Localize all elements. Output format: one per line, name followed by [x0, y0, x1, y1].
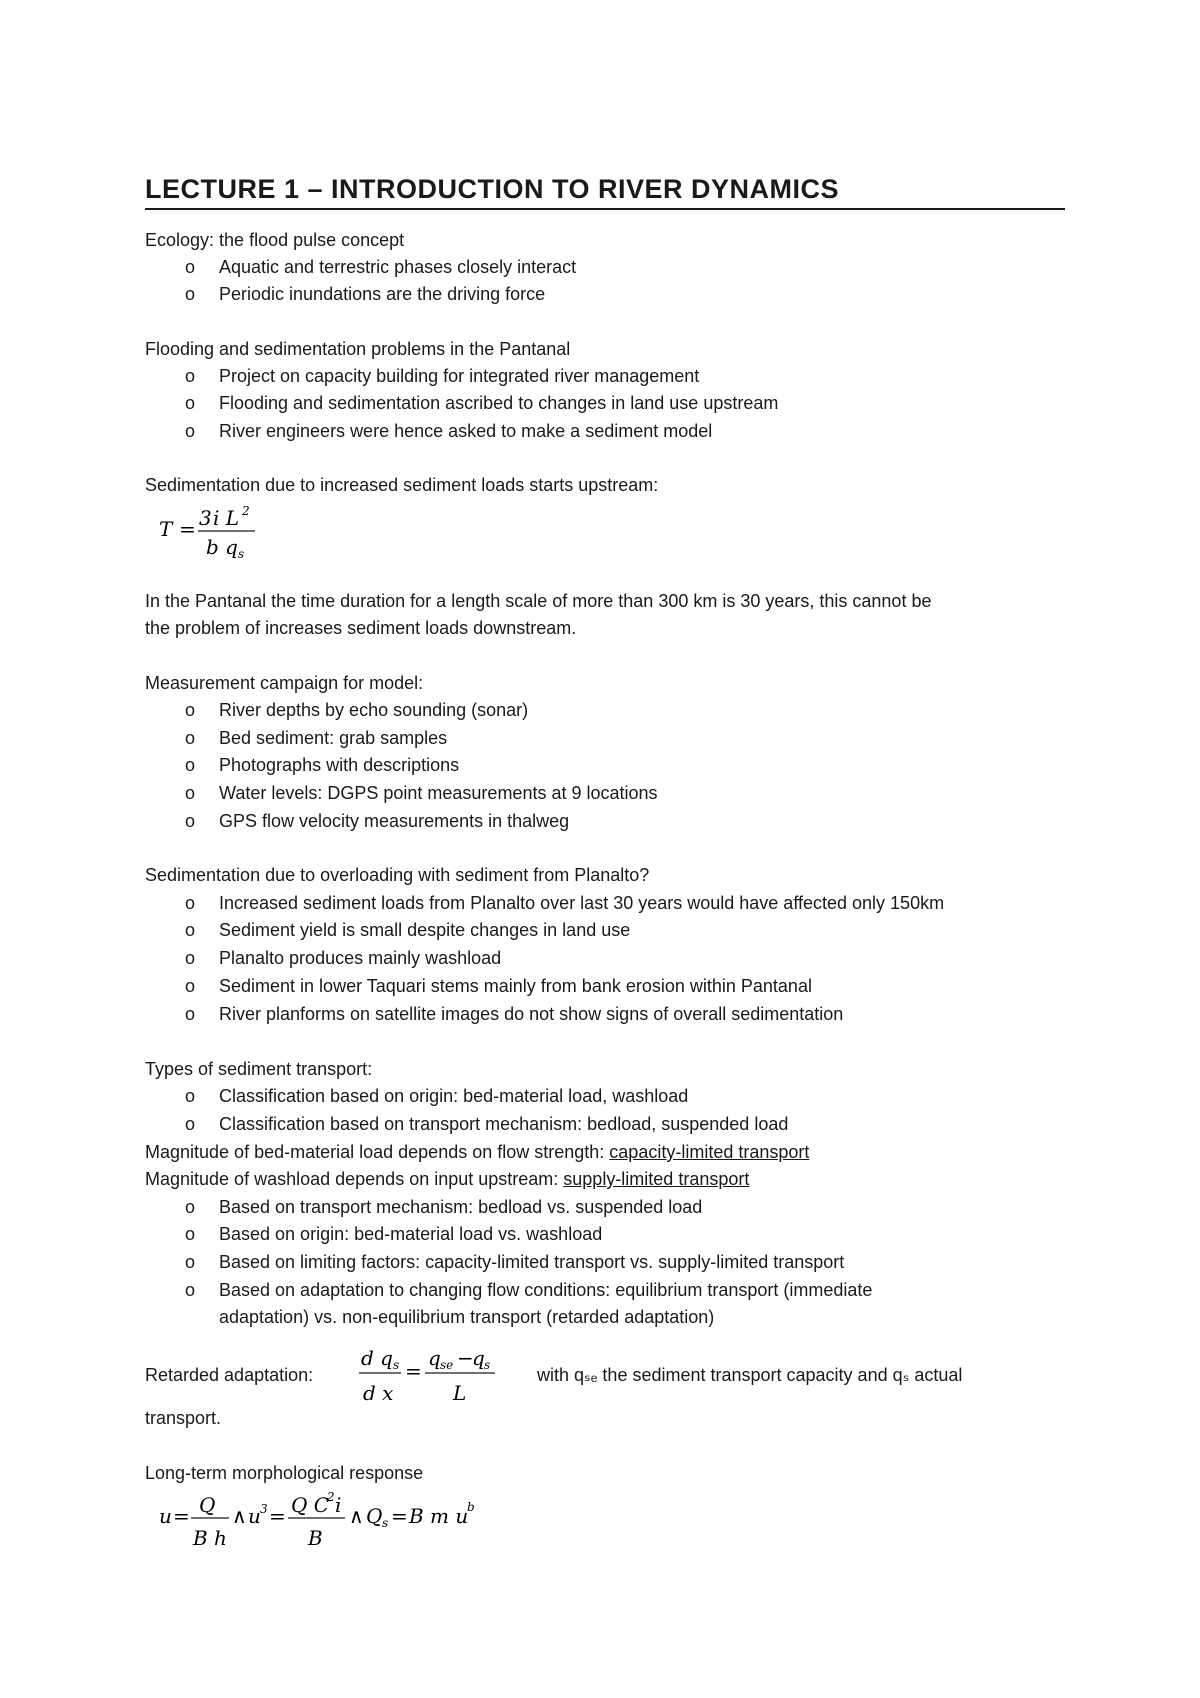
- svg-text:i L: i L: [213, 506, 240, 530]
- bullet-marker: o: [185, 366, 196, 386]
- bullet-marker: o: [185, 1114, 196, 1134]
- svg-text:B h: B h: [193, 1526, 227, 1550]
- bullet-marker: o: [185, 700, 196, 720]
- svg-text:−: −: [457, 1346, 474, 1370]
- svg-text:B m u: B m u: [409, 1504, 469, 1528]
- svg-text:u: u: [248, 1504, 261, 1528]
- svg-text:T: T: [159, 517, 173, 541]
- paragraph-bed-material: Magnitude of bed-material load depends on flow strength: capacity-limited transport: [145, 1142, 810, 1162]
- bullet-marker: o: [185, 1197, 196, 1217]
- svg-text:3: 3: [199, 506, 212, 530]
- svg-text:b q: b q: [206, 535, 238, 559]
- svg-text:d q: d q: [361, 1346, 393, 1370]
- bullet-marker: o: [185, 1224, 196, 1244]
- bullet-marker: o: [185, 920, 196, 940]
- label-retarded-adaptation: Retarded adaptation:: [145, 1365, 314, 1385]
- bullet-marker: o: [185, 1086, 196, 1106]
- svg-text:q: q: [428, 1346, 441, 1370]
- retarded-adaptation-description: with qₛₑ the sediment transport capacity and qₛ actual: [537, 1365, 963, 1385]
- bullet-marker: o: [185, 1004, 196, 1024]
- svg-text:s: s: [484, 1358, 491, 1372]
- list-item-continuation: adaptation) vs. non-equilibrium transport (retarded adaptation): [219, 1307, 715, 1327]
- paragraph-time-duration-cont: the problem of increases sediment loads downstream.: [145, 618, 577, 638]
- bullet-marker: o: [185, 811, 196, 831]
- svg-text:i: i: [335, 1493, 342, 1517]
- svg-text:Q C: Q C: [291, 1493, 330, 1517]
- svg-text:=: =: [269, 1504, 286, 1528]
- svg-text:Q: Q: [366, 1504, 383, 1528]
- paragraph-time-duration: In the Pantanal the time duration for a length scale of more than 300 km is 30 years, this cannot be: [145, 591, 932, 611]
- section-heading-sedimentation-upstream: Sedimentation due to increased sediment loads starts upstream:: [145, 475, 659, 495]
- equation-time-scale: [155, 500, 275, 562]
- bullet-marker: o: [185, 948, 196, 968]
- paragraph-washload: Magnitude of washload depends on input upstream: supply-limited transport: [145, 1169, 750, 1189]
- svg-text:=: =: [391, 1504, 408, 1528]
- bullet-marker: o: [185, 893, 196, 913]
- svg-text:2: 2: [242, 504, 250, 518]
- bullet-marker: o: [185, 976, 196, 996]
- bullet-marker: o: [185, 257, 196, 277]
- equation-retarded-adaptation: [355, 1340, 505, 1408]
- svg-text:L: L: [453, 1381, 467, 1405]
- svg-text:s: s: [393, 1358, 400, 1372]
- svg-text:u: u: [159, 1504, 172, 1528]
- svg-text:b: b: [467, 1500, 475, 1514]
- bullet-marker: o: [185, 783, 196, 803]
- svg-text:B: B: [308, 1526, 323, 1550]
- svg-text:s: s: [238, 547, 245, 561]
- svg-text:2: 2: [327, 1490, 335, 1504]
- svg-text:=: =: [405, 1359, 422, 1383]
- section-heading-long-term: Long-term morphological response: [145, 1463, 424, 1483]
- svg-text:se: se: [440, 1358, 454, 1372]
- section-heading-measurement: Measurement campaign for model:: [145, 673, 424, 693]
- bullet-marker: o: [185, 1280, 196, 1300]
- bullet-marker: o: [185, 284, 196, 304]
- term-supply-limited: supply-limited transport: [563, 1169, 750, 1189]
- bullet-marker: o: [185, 393, 196, 413]
- section-heading-ecology: Ecology: the flood pulse concept: [145, 230, 405, 250]
- svg-text:Q: Q: [199, 1493, 216, 1517]
- svg-text:=: =: [173, 1504, 190, 1528]
- bullet-marker: o: [185, 755, 196, 775]
- equation-long-term-response: [155, 1486, 495, 1556]
- svg-text:∧: ∧: [349, 1504, 364, 1528]
- section-heading-flooding: Flooding and sedimentation problems in the Pantanal: [145, 339, 571, 359]
- document-page: LECTURE 1 – INTRODUCTION TO RIVER DYNAMICS Ecology: the flood pulse concept o Aquatic and terrestric phases closely interact o Periodic inundations are the driving force Flooding and sedimentation problems in the Pantanal o Project on capacity building for integrated river management o Flooding and sedimentation ascribed to changes in land use upstream o River engineers were hence asked to make a sediment model Sedimentation due to increased sediment loads starts upstream: T = 3 i L 2 b q s In the Pantanal the time duration for a length scale of more than 300 km is 30 years, this cannot be the problem of increases sediment loads downstream. Measurement campaign for model: o River depths by echo sounding (sonar) o Bed sediment: grab samples o Photographs with descriptions o Water levels: DGPS point measurements at 9 locations o GPS flow velocity measurements in thalweg Sedimentation due to overloading with sediment from Planalto? o Increased sediment loads from Planalto over last 30 years would have affected only 150km o Sediment yield is small despite changes in land use o Planalto produces mainly washload o Sediment in lower Taquari stems mainly from bank erosion within Pantanal o River planforms on satellite images do not show signs of overall sedimentation Types of sediment transport: o Classification based on origin: bed-material load, washload o Classification based on transport mechanism: bedload, suspended load Magnitude of bed-material load depends on flow strength: capacity-limited transport Magnitude of washload depends on input upstream: supply-limited transport o Based on transport mechanism: bedload vs. suspended load o Based on origin: bed-material load vs. washload o Based on limiting factors: capacity-limited transport vs. supply-limited transport o Based on adaptation to changing flow conditions: equilibrium transport (immediate adaptation) vs. non-equilibrium transport (retarded adaptation) Retarded adaptation: d q s d x = q se − q s L with qₛₑ the sediment transport capacity and qₛ actual transport. Long-term morphological response u = Q B h ∧ u 3 = Q C 2 i B ∧ Q s = B m u b: [0, 0, 1200, 1698]
- bullet-marker: o: [185, 728, 196, 748]
- section-heading-transport-types: Types of sediment transport:: [145, 1059, 373, 1079]
- svg-text:s: s: [382, 1516, 389, 1530]
- section-heading-overloading: Sedimentation due to overloading with sediment from Planalto?: [145, 865, 650, 885]
- svg-text:q: q: [472, 1346, 485, 1370]
- bullet-marker: o: [185, 1252, 196, 1272]
- page-title: LECTURE 1 – INTRODUCTION TO RIVER DYNAMICS: [145, 172, 1065, 210]
- svg-text:=: =: [179, 517, 196, 541]
- svg-text:3: 3: [260, 1502, 268, 1516]
- bullet-marker: o: [185, 421, 196, 441]
- term-capacity-limited: capacity-limited transport: [609, 1142, 810, 1162]
- retarded-adaptation-cont: transport.: [145, 1408, 222, 1428]
- svg-text:d x: d x: [363, 1381, 394, 1405]
- svg-text:∧: ∧: [232, 1504, 247, 1528]
